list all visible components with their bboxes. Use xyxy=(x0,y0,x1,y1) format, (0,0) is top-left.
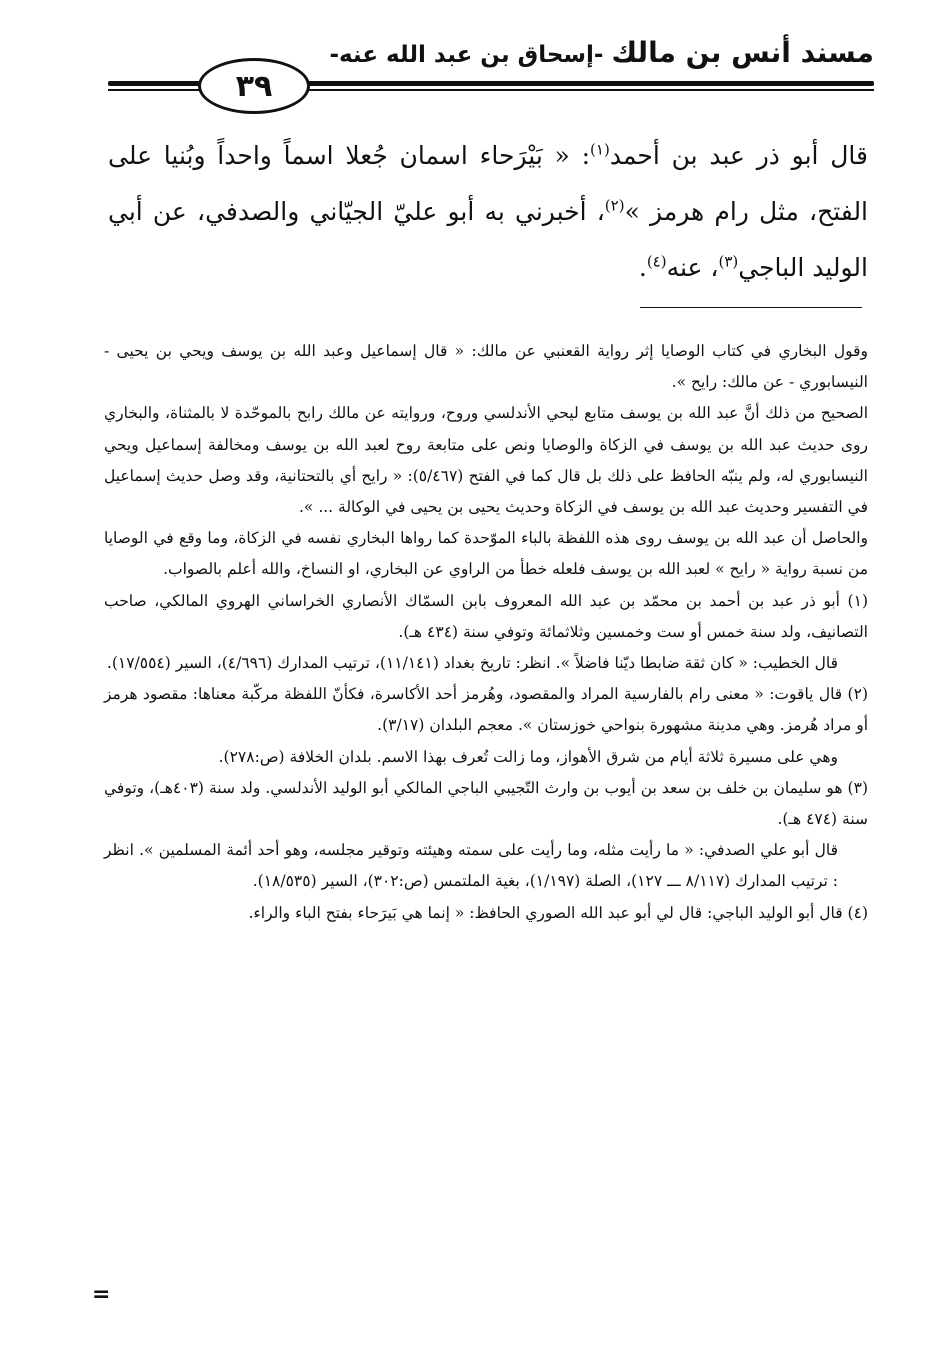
main-paragraph: قال أبو ذر عبد بن أحمد$^{(١)}$: « بَيْرَحاء اسمان جُعلا اسماً واحداً وبُنيا على الفتح، مثل رام هرمز »$^{(٢)}$، أخبرني به أبو عليّ الجيّاني والصدفي، عن أبي الوليد الباجي$^{(٣)}$، عنه$^{(٤)}$. xyxy=(108,140,869,282)
header-chapter-title: -إسحاق بن عبد الله عنه- xyxy=(329,42,604,68)
footnote-3: (٣) هو سليمان بن خلف بن سعد بن أيوب بن وارث التّجيبي الباجي المالكي أبو الوليد الأندلسي. ولد سنة (٤٠٣هـ)، وتوفي سنة (٤٧٤ هـ). xyxy=(104,778,868,829)
footnote-continued: الصحيح من ذلك أنَّ عبد الله بن يوسف متابع ليحي الأندلسي وروح، وروايته عن مالك رابح بالموحّدة لا بالمثناة، والبخاري روى حديث عبد الله بن يوسف في الزكاة والوصايا ونص على متابعة روح لعبد الله بن يوسف ومخالفة إسماعيل ويحي النيسابوري له، ولم ينبّه الحافظ على ذلك بل قال كما في الفتح (٥/٤٦٧): « رايح أي بالتحتانية، وقد وصل حديث إسماعيل في التفسير وحديث عبد الله بن يوسف في الزكاة وحديث يحيى بن يحيى في الوكالة ... ». xyxy=(104,404,868,517)
footnote-divider xyxy=(640,307,862,308)
footnote-1: (١) أبو ذر عبد بن أحمد بن محمّد بن عبد الله المعروف بابن السمّاك الأنصاري الخراساني الهروي المالكي، صاحب التصانيف، ولد سنة خمس أو ست وخمسين وثلاثمائة وتوفي سنة (٤٣٤ هـ). xyxy=(104,591,868,641)
running-header xyxy=(329,38,874,70)
footnote-1-continued: قال الخطيب: « كان ثقة ضابطا ديّنا فاضلاً ». انظر: تاريخ بغداد (١١/١٤١)، ترتيب المدارك (٤/٦٩٦)، السير (١٧/٥٥٤). xyxy=(106,654,838,673)
footnote-continued: والحاصل أن عبد الله بن يوسف روى هذه اللفظة بالباء الموّحدة كما رواها البخاري نفسه في الزكاة، وما وقع في الوصايا من نسبة رواية « رايح » لعبد الله بن يوسف فلعله خطأ من الراوي عن البخاري، او النساخ، والله أعلم بالصواب. xyxy=(104,529,868,579)
footnote-ref-1: (١) xyxy=(590,140,610,159)
footnotes xyxy=(104,336,868,929)
footnote-ref-2: (٢) xyxy=(604,196,625,215)
footnote-ref-3: (٣) xyxy=(718,252,739,271)
header-book-title: مسند أنس بن مالك xyxy=(611,36,874,69)
continuation-mark: = xyxy=(92,1282,111,1307)
footnote-2: (٢) قال ياقوت: « معنى رام بالفارسية المراد والمقصود، وهُرمز أحد الأكاسرة، فكأنّ اللفظة مركّبة معناها: مقصود هرمز أو مراد هُرمز. وهي مدينة مشهورة بنواحي خوزستان ». معجم البلدان (٣/١٧). xyxy=(104,685,868,735)
main-text xyxy=(108,128,868,296)
footnote-2-continued: وهي على مسيرة ثلاثة أيام من شرق الأهواز، وما زالت تُعرف بهذا الاسم. بلدان الخلافة (ص:٢٧٨). xyxy=(218,747,838,766)
footnote-4: (٤) قال أبو الوليد الباجي: قال لي أبو عبد الله الصوري الحافظ: « إنما هي بَيرَحاء بفتح الباء والراء. xyxy=(248,903,868,922)
footnote-ref-4: (٤) xyxy=(646,252,667,271)
footnote-continued: وقول البخاري في كتاب الوصايا إثر رواية القعنبي عن مالك: « قال إسماعيل وعبد الله بن يوسف ويحي بن يحيى - النيسابوري - عن مالك: رايح ». xyxy=(104,342,868,392)
page-number: ٣٩ xyxy=(198,58,310,114)
footnote-3-continued: قال أبو علي الصدفي: « ما رأيت مثله، وما رأيت على سمته وهيئته وتوقير مجلسه، وهو أحد أئمة المسلمين ». انظر : ترتيب المدارك (٨/١١٧ ـــ ١٢٧)، الصلة (١/١٩٧)، بغية الملتمس (ص:٣٠٢)، السير (١٨/٥٣٥). xyxy=(104,841,838,891)
